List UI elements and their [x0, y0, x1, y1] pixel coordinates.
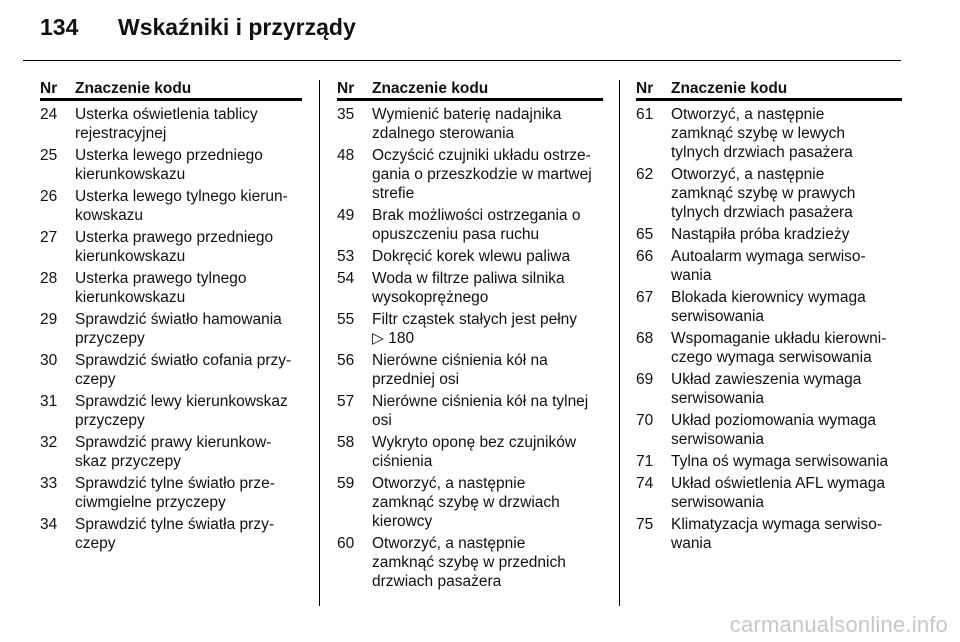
- code-meaning: Filtr cząstek stałych jest pełny ▷ 180: [372, 311, 578, 347]
- code-meaning: Brak możliwości ostrzegania o opuszczeniu pasa ruchu: [372, 207, 581, 243]
- code-number: 62: [636, 166, 654, 183]
- code-meaning: Nierówne ciśnienia kół na przedniej osi: [372, 352, 548, 388]
- column-header-meaning: Znaczenie kodu: [372, 80, 489, 97]
- watermark: carmanualsonline.info: [729, 612, 948, 637]
- code-row: [337, 392, 603, 430]
- column-header: [40, 80, 302, 101]
- header-rule: [23, 60, 901, 61]
- code-row: [337, 105, 603, 143]
- code-number: 56: [337, 352, 355, 369]
- code-meaning: Otworzyć, a następnie zamknąć szybę w drzwiach kierowcy: [372, 475, 560, 530]
- code-row: [337, 247, 603, 266]
- code-number: 35: [337, 106, 355, 123]
- code-row: [40, 146, 302, 184]
- code-number: 71: [636, 453, 654, 470]
- code-meaning: Sprawdzić prawy kierunkow- skaz przyczepy: [75, 434, 272, 470]
- code-number: 25: [40, 147, 58, 164]
- code-meaning: Woda w filtrze paliwa silnika wysokoprężnego: [372, 270, 565, 306]
- code-row: [40, 351, 302, 389]
- column-header-nr: Nr: [337, 80, 355, 97]
- code-rows: [636, 105, 902, 553]
- code-row: [636, 105, 902, 162]
- code-row: [636, 288, 902, 326]
- code-row: [636, 165, 902, 222]
- code-meaning: Układ oświetlenia AFL wymaga serwisowania: [671, 475, 885, 511]
- code-row: [337, 534, 603, 591]
- code-number: 49: [337, 207, 355, 224]
- code-column-1: [40, 80, 302, 556]
- page-title: Wskaźniki i przyrządy: [118, 14, 356, 40]
- code-row: [337, 433, 603, 471]
- code-number: 48: [337, 147, 355, 164]
- code-meaning: Wykryto oponę bez czujników ciśnienia: [372, 434, 577, 470]
- column-header-meaning: Znaczenie kodu: [75, 80, 192, 97]
- code-number: 68: [636, 330, 654, 347]
- code-row: [636, 515, 902, 553]
- code-number: 67: [636, 289, 654, 306]
- column-header-meaning: Znaczenie kodu: [671, 80, 788, 97]
- code-number: 70: [636, 412, 654, 429]
- code-meaning: Klimatyzacja wymaga serwiso- wania: [671, 516, 883, 552]
- code-meaning: Otworzyć, a następnie zamknąć szybę w prawych tylnych drzwiach pasażera: [671, 166, 856, 221]
- code-row: [40, 310, 302, 348]
- code-meaning: Wymienić baterię nadajnika zdalnego sterowania: [372, 106, 562, 142]
- code-number: 26: [40, 188, 58, 205]
- code-column-2: [337, 80, 603, 594]
- code-row: [40, 433, 302, 471]
- code-number: 74: [636, 475, 654, 492]
- code-row: [40, 228, 302, 266]
- code-row: [337, 351, 603, 389]
- code-meaning: Sprawdzić tylne światło prze- ciwmgielne przyczepy: [75, 475, 275, 511]
- code-meaning: Otworzyć, a następnie zamknąć szybę w lewych tylnych drzwiach pasażera: [671, 106, 853, 161]
- code-meaning: Dokręcić korek wlewu paliwa: [372, 248, 571, 265]
- code-meaning: Sprawdzić lewy kierunkowskaz przyczepy: [75, 393, 288, 429]
- code-meaning: Sprawdzić tylne światła przy- czepy: [75, 516, 274, 552]
- column-header-nr: Nr: [40, 80, 58, 97]
- code-number: 31: [40, 393, 58, 410]
- code-meaning: Oczyścić czujniki układu ostrze- gania o przeszkodzie w martwej strefie: [372, 147, 592, 202]
- code-number: 34: [40, 516, 58, 533]
- code-number: 53: [337, 248, 355, 265]
- code-number: 57: [337, 393, 355, 410]
- code-meaning: Usterka lewego przedniego kierunkowskazu: [75, 147, 263, 183]
- code-row: [636, 225, 902, 244]
- code-row: [636, 329, 902, 367]
- code-row: [636, 411, 902, 449]
- code-meaning: Sprawdzić światło cofania przy- czepy: [75, 352, 292, 388]
- code-number: 75: [636, 516, 654, 533]
- code-number: 27: [40, 229, 58, 246]
- code-meaning: Usterka oświetlenia tablicy rejestracyjnej: [75, 106, 258, 142]
- code-rows: [337, 105, 603, 591]
- code-row: [40, 474, 302, 512]
- code-number: 55: [337, 311, 355, 328]
- column-header-nr: Nr: [636, 80, 654, 97]
- code-row: [40, 392, 302, 430]
- code-row: [636, 474, 902, 512]
- code-number: 66: [636, 248, 654, 265]
- code-meaning: Usterka lewego tylnego kierun- kowskazu: [75, 188, 288, 224]
- code-column-3: [636, 80, 902, 556]
- code-row: [337, 206, 603, 244]
- page-header: [40, 14, 356, 54]
- code-meaning: Usterka prawego przedniego kierunkowskazu: [75, 229, 274, 265]
- code-number: 29: [40, 311, 58, 328]
- code-rows: [40, 105, 302, 553]
- code-row: [40, 187, 302, 225]
- column-header: [337, 80, 603, 101]
- code-row: [636, 370, 902, 408]
- code-number: 32: [40, 434, 58, 451]
- code-number: 30: [40, 352, 58, 369]
- code-row: [40, 515, 302, 553]
- code-row: [337, 474, 603, 531]
- code-number: 54: [337, 270, 355, 287]
- code-number: 58: [337, 434, 355, 451]
- code-number: 61: [636, 106, 654, 123]
- column-divider: [619, 80, 620, 606]
- code-meaning: Usterka prawego tylnego kierunkowskazu: [75, 270, 247, 306]
- code-meaning: Wspomaganie układu kierowni- czego wymaga serwisowania: [671, 330, 887, 366]
- code-row: [337, 310, 603, 348]
- code-meaning: Blokada kierownicy wymaga serwisowania: [671, 289, 866, 325]
- code-row: [40, 105, 302, 143]
- code-meaning: Tylna oś wymaga serwisowania: [671, 453, 889, 470]
- code-number: 69: [636, 371, 654, 388]
- code-meaning: Sprawdzić światło hamowania przyczepy: [75, 311, 282, 347]
- column-header: [636, 80, 902, 101]
- column-divider: [319, 80, 320, 606]
- code-meaning: Otworzyć, a następnie zamknąć szybę w przednich drzwiach pasażera: [372, 535, 566, 590]
- page-number: 134: [40, 14, 79, 40]
- code-meaning: Układ poziomowania wymaga serwisowania: [671, 412, 877, 448]
- code-meaning: Autoalarm wymaga serwiso- wania: [671, 248, 866, 284]
- code-row: [636, 452, 902, 471]
- code-number: 65: [636, 226, 654, 243]
- code-row: [40, 269, 302, 307]
- code-number: 59: [337, 475, 355, 492]
- code-number: 60: [337, 535, 355, 552]
- code-meaning: Nastąpiła próba kradzieży: [671, 226, 850, 243]
- code-row: [337, 269, 603, 307]
- code-meaning: Nierówne ciśnienia kół na tylnej osi: [372, 393, 589, 429]
- code-number: 28: [40, 270, 58, 287]
- code-number: 33: [40, 475, 58, 492]
- code-meaning: Układ zawieszenia wymaga serwisowania: [671, 371, 862, 407]
- code-number: 24: [40, 106, 58, 123]
- code-row: [636, 247, 902, 285]
- code-row: [337, 146, 603, 203]
